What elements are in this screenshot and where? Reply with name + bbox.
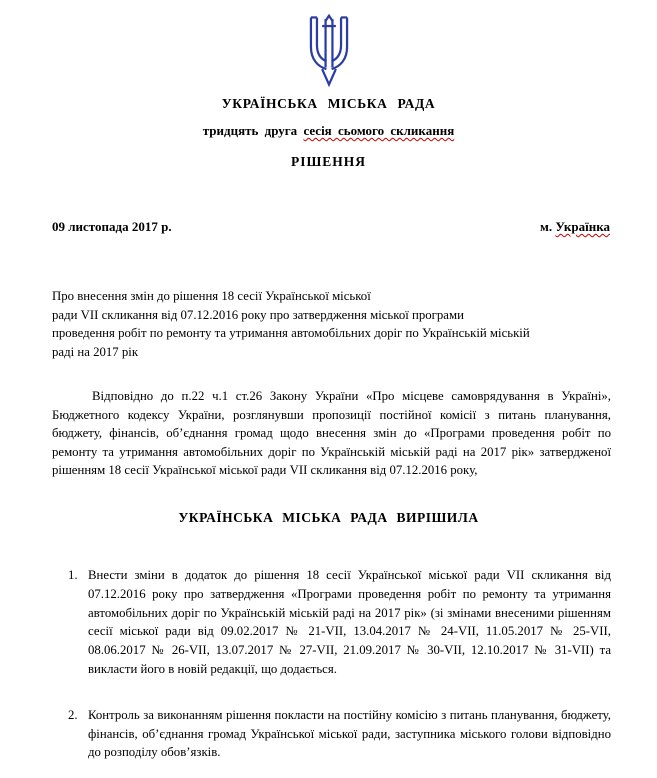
subject-block: [52, 287, 611, 361]
ukraine-trident-icon: [303, 14, 355, 88]
session-prefix: тридцять друга: [202, 123, 304, 138]
doc-type-heading: РІШЕННЯ: [290, 154, 367, 169]
list-item-number: 2.: [68, 707, 78, 722]
subject-line: Про внесення змін до рішення 18 сесії Української міської: [52, 289, 371, 303]
emblem-container: [0, 0, 657, 90]
subject-line: ради VII скликання від 07.12.2016 року про затвердження міської програми: [52, 307, 464, 322]
org-title: УКРАЇНСЬКА МІСЬКА РАДА: [221, 96, 436, 111]
resolution-heading: УКРАЇНСЬКА МІСЬКА РАДА ВИРІШИЛА: [178, 509, 479, 525]
doc-place: [540, 219, 610, 235]
subject-line: проведення робіт по ремонту та утримання автомобільних доріг по Українській міській: [52, 326, 530, 340]
session-line: [0, 123, 657, 139]
preamble-paragraph: Відповідно до п.22 ч.1 ст.26 Закону України «Про місцеве самоврядування в Україні», Бюджетного кодексу України, розглянувши пропозиції постійної комісії з питань планування, бюджету, фінансів, об’єднання громад щодо внесення змін до «Програми проведення робіт по ремонту та утримання автомобільних доріг по Українській міській раді на 2017 рік» затвердженої рішенням 18 сесії Української міської ради VII скликання від 07.12.2016 року,: [52, 389, 611, 478]
place-prefix: м.: [540, 219, 556, 234]
doc-date: 09 листопада 2017 р.: [52, 219, 172, 234]
list-item: [68, 706, 611, 762]
session-underlined: сесія сьомого скликання: [303, 123, 455, 138]
place-name: Українка: [555, 219, 610, 234]
list-item: [68, 566, 611, 679]
resolution-list: [0, 566, 657, 762]
date-place-row: [0, 219, 657, 235]
list-item-text: Внести зміни в додаток до рішення 18 сесії Української міської ради VII скликання від 07.12.2016 року про затвердження «Програми проведення робіт по ремонту та утримання автомобільних доріг по Українській міській раді на 2017 рік» (зі змінами внесеними рішенням сесії міської ради від 09.02.2017 № 21-VII, 13.04.2017 № 24-VII, 11.05.2017 № 25-VII, 08.06.2017 № 26-VII, 13.07.2017 № 27-VII, 21.09.2017 № 30-VII, 12.10.2017 № 31-VII) та викласти його в новій редакції, що додається.: [88, 567, 611, 676]
subject-line: раді на 2017 рік: [52, 344, 139, 359]
list-item-number: 1.: [68, 567, 78, 582]
list-item-text: Контроль за виконанням рішення покласти на постійну комісію з питань планування, бюджету, фінансів, об’єднання громад Української міської ради, заступника міського голови відповідно до розподілу обов’язків.: [88, 707, 611, 760]
